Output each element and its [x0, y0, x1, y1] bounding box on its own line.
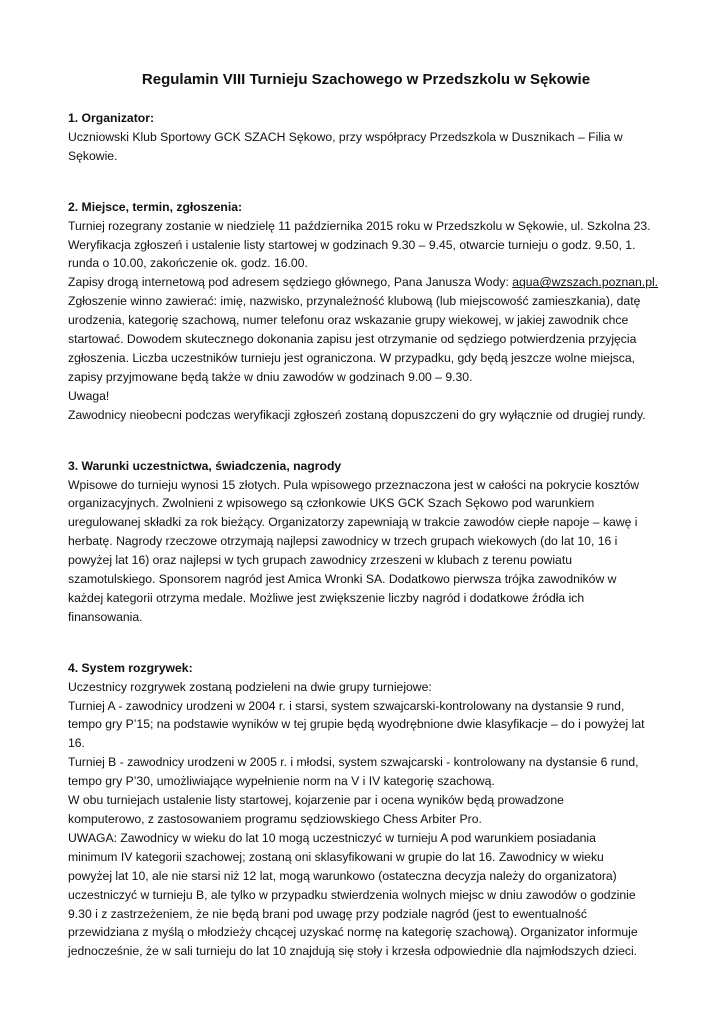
text-line: Zgłoszenie winno zawierać: imię, nazwisko, przynależność klubową (lub miejscowość zamieszkania), datę [68, 294, 641, 309]
text-line: komputerowo, z zastosowaniem programu sędziowskiego Chess Arbiter Pro. [68, 812, 482, 826]
text-line: jednocześnie, że w sali turnieju do lat 10 znajdują się stoły i krzesła odpowiednie dla najmłodszych dzieci. [68, 944, 638, 959]
section-body [68, 678, 664, 962]
text-line: przewidziana z myślą o młodzieży chcącej uzyskać normę na kategorię szachową). Organizator informuje [68, 925, 638, 940]
section-body [68, 476, 664, 627]
text-line: Turniej B - zawodnicy urodzeni w 2005 r. i młodsi, system szwajcarski - kontrolowany na dystansie 6 rund, [68, 755, 639, 770]
text-line-with-email [68, 273, 664, 292]
text-line: każdej kategorii otrzyma medale. Możliwe jest zwiększenie liczby nagród i dodatkowe źródła ich [68, 590, 585, 605]
section-heading: 1. Organizator: [68, 111, 155, 125]
text-line: 16. [68, 736, 85, 751]
text-line: uregulowanej składki za rok bieżący. Organizatorzy zapewniają w trakcie zawodów ciepłe napoje – kawę i [68, 515, 638, 530]
text-line: powyżej lat 10, ale nie starsi niż 12 lat, mogą warunkowo (ostateczna decyzja należy do organizatora) [68, 868, 617, 883]
text-fragment: Zapisy drogą internetową pod adresem sędziego głównego, Pana Janusza Wody: [68, 275, 513, 290]
text-line: tempo gry P’15; na podstawie wyników w tej grupie będą wyodrębnione dwie klasyfikacje – do i powyżej lat [68, 717, 645, 732]
section-heading: 3. Warunki uczestnictwa, świadczenia, nagrody [68, 458, 342, 473]
text-line: W obu turniejach ustalenie listy startowej, kojarzenie par i ocena wyników będą prowadzone [68, 793, 564, 808]
text-line: UWAGA: Zawodnicy w wieku do lat 10 mogą uczestniczyć w turnieju A pod warunkiem posiadania [68, 830, 596, 845]
text-line: Uczniowski Klub Sportowy GCK SZACH Sękowo, przy współpracy Przedszkola w Dusznikach – Filia w [68, 129, 623, 144]
text-line: szamotulskiego. Sponsorem nagród jest Amica Wronki SA. Dodatkowo pierwsza trójka zawodników w [68, 572, 617, 587]
text-line: Uczestnicy rozgrywek zostaną podzieleni na dwie grupy turniejowe: [68, 679, 432, 694]
text-line: zapisy przyjmowane będą także w dniu zawodów w godzinach 9.00 – 9.30. [68, 369, 473, 384]
section-heading: 4. System rozgrywek: [68, 660, 193, 675]
text-line: tempo gry P’30, umożliwiające wypełnienie norm na V i IV kategorię szachową. [68, 774, 495, 789]
text-line: powyżej lat 16) oraz najlepsi w tych grupach zawodnicy zrzeszeni w klubach z terenu powiatu [68, 553, 573, 568]
text-line: startować. Dowodem skutecznego dokonania zapisu jest otrzymanie od sędziego potwierdzenia przyjęcia [68, 332, 637, 347]
section-game-system [68, 659, 664, 962]
text-line: runda o 10.00, zakończenie ok. godz. 16.00. [68, 256, 308, 271]
section-place-date [68, 198, 664, 425]
text-line: Weryfikacja zgłoszeń i ustalenie listy startowej w godzinach 9.30 – 9.45, otwarcie turnieju o godz. 9.50, 1. [68, 237, 636, 252]
email-link[interactable]: aqua@wzszach.poznan.pl. [512, 275, 659, 290]
text-line: Uwaga! [68, 388, 110, 403]
text-line: minimum IV kategorii szachowej; zostaną oni sklasyfikowani w grupie do lat 16. Zawodnicy w wieku [68, 849, 604, 864]
section-body [68, 128, 664, 166]
text-line: zgłoszenia. Liczba uczestników turnieju jest ograniczona. W przypadku, gdy będą jeszcze wolne miejsca, [68, 350, 636, 365]
text-line: organizacyjnych. Zwolnieni z wpisowego są członkowie UKS GCK Szach Sękowo pod warunkiem [68, 496, 595, 511]
section-conditions [68, 457, 664, 627]
text-line: uczestniczyć w turnieju B, ale tylko w przypadku stwierdzenia wolnych miejsc w dniu zawodów o godzinie [68, 887, 636, 902]
document-title: Regulamin VIII Turnieju Szachowego w Przedszkolu w Sękowie [141, 71, 591, 88]
text-line: finansowania. [68, 609, 143, 624]
text-line: Wpisowe do turnieju wynosi 15 złotych. Pula wpisowego przeznaczona jest w całości na pokrycie kosztów [68, 477, 640, 492]
text-line: urodzenia, kategorię szachową, numer telefonu oraz wskazanie grupy wiekowej, w jakiej zawodnik chce [68, 313, 629, 328]
text-line: 9.30 i z zastrzeżeniem, że nie będą brani pod uwagę przy podziale nagród (jest to ewentualność [68, 906, 587, 921]
text-line: Zawodnicy nieobecni podczas weryfikacji zgłoszeń zostaną dopuszczeni do gry wyłącznie od drugiej rundy. [68, 407, 646, 422]
text-line: Turniej A - zawodnicy urodzeni w 2004 r. i starsi, system szwajcarski-kontrolowany na dystansie 9 rund, [68, 698, 625, 713]
section-organizer [68, 109, 664, 166]
text-line: herbatę. Nagrody rzeczowe otrzymają najlepsi zawodnicy w trzech grupach wiekowych (do lat 10, 16 i [68, 534, 618, 549]
section-body [68, 217, 664, 425]
text-line: Turniej rozegrany zostanie w niedzielę 11 października 2015 roku w Przedszkolu w Sękowie, ul. Szkolna 23. [68, 218, 651, 233]
document-page [68, 70, 664, 961]
text-line: Sękowie. [68, 148, 118, 163]
section-heading: 2. Miejsce, termin, zgłoszenia: [68, 199, 243, 214]
